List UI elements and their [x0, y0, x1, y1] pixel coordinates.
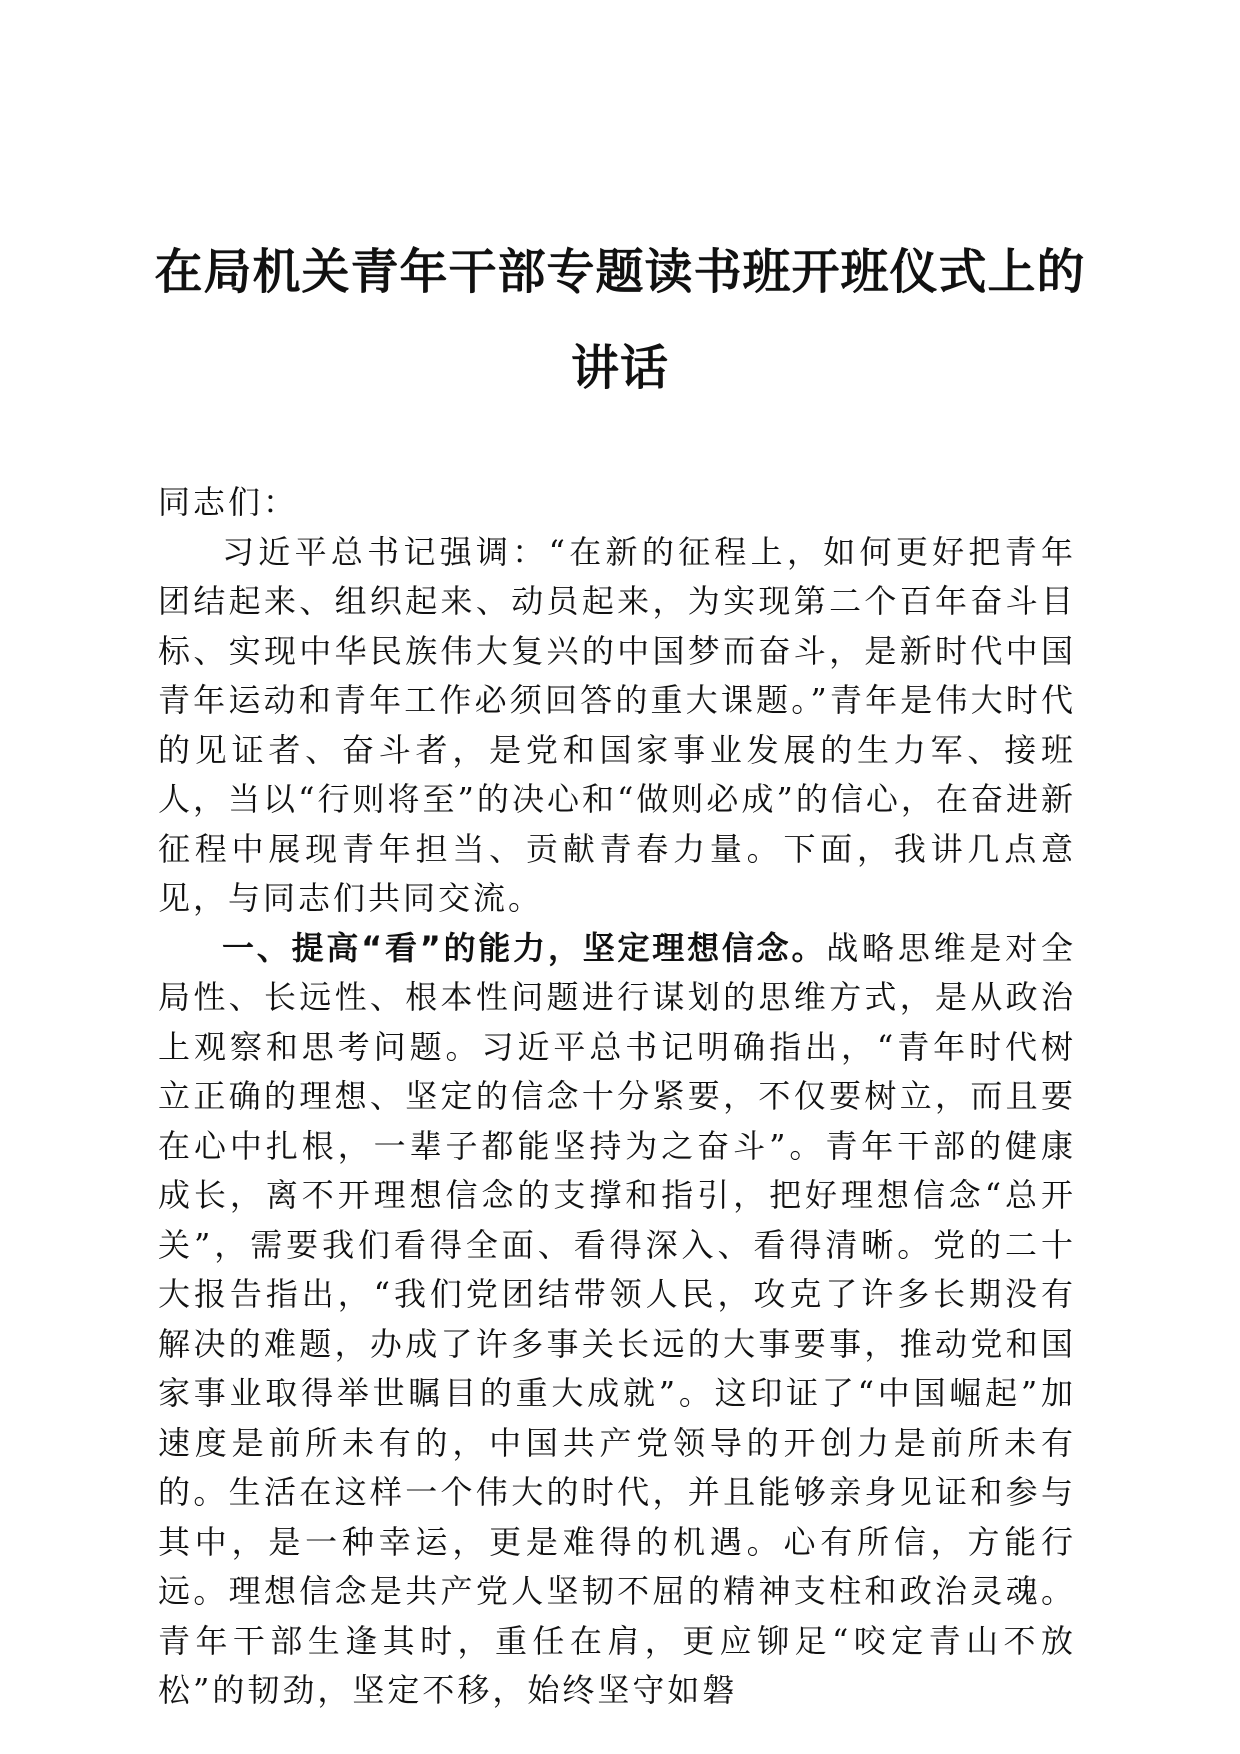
paragraph-intro: [158, 528, 1076, 924]
section-one-text: 战略思维是对全局性、长远性、根本性问题进行谋划的思维方式，是从政治上观察和思考问题。习近平总书记明确指出，“青年时代树立正确的理想、坚定的信念十分紧要，不仅要树立，而且要在心中扎根，一辈子都能坚持为之奋斗”。青年干部的健康成长，离不开理想信念的支撑和指引，把好理想信念“总开关”，需要我们看得全面、看得深入、看得清晰。党的二十大报告指出，“我们党团结带领人民，攻克了许多长期没有解决的难题，办成了许多事关长远的大事要事，推动党和国家事业取得举世瞩目的重大成就”。这印证了“中国崛起”加速度是前所未有的，中国共产党领导的开创力是前所未有的。生活在这样一个伟大的时代，并且能够亲身见证和参与其中，是一种幸运，更是难得的机遇。心有所信，方能行远。理想信念是共产党人坚韧不屈的精神支柱和政治灵魂。青年干部生逢其时，重任在肩，更应铆足“咬定青山不放松”的韧劲，坚定不移，始终坚守如磐: [158, 928, 1076, 1709]
document-body: [158, 478, 1076, 1716]
section-one-heading: 一、提高“看”的能力，坚定理想信念。: [222, 928, 827, 967]
paragraph-intro-text: 习近平总书记强调：“在新的征程上，如何更好把青年团结起来、组织起来、动员起来，为实现第二个百年奋斗目标、实现中华民族伟大复兴的中国梦而奋斗，是新时代中国青年运动和青年工作必须回答的重大课题。”青年是伟大时代的见证者、奋斗者，是党和国家事业发展的生力军、接班人，当以“行则将至”的决心和“做则必成”的信心，在奋进新征程中展现青年担当、贡献青春力量。下面，我讲几点意见，与同志们共同交流。: [158, 532, 1076, 917]
paragraph-section-one: [158, 924, 1076, 1716]
document-title: 在局机关青年干部专题读书班开班仪式上的讲话: [154, 244, 1086, 396]
salutation: 同志们：: [158, 483, 299, 521]
